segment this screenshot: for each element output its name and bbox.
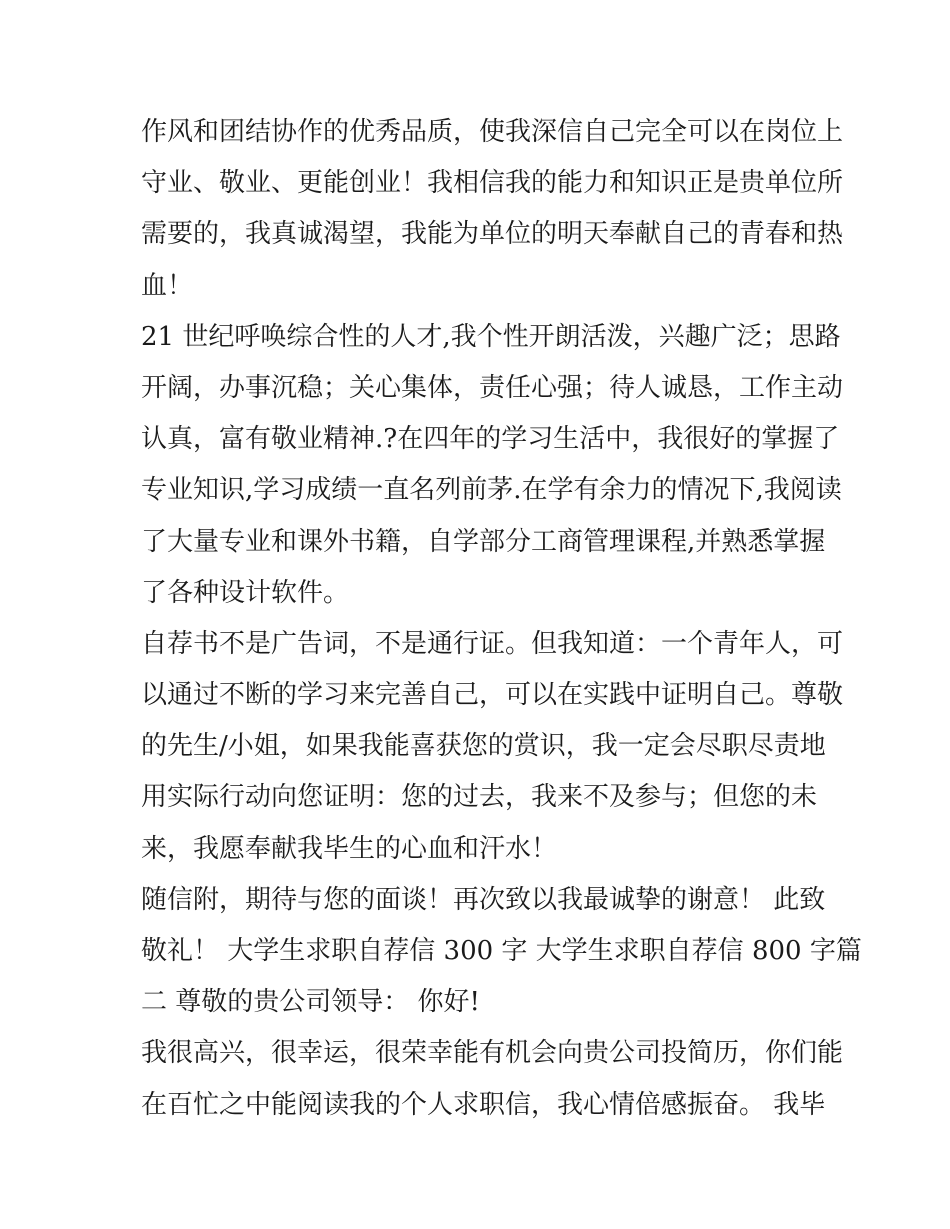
text-line: 需要的，我真诚渴望，我能为单位的明天奉献自己的青春和热 <box>141 219 844 250</box>
text-line: 的先生/小姐，如果我能喜获您的赏识，我一定会尽职尽责地 <box>141 731 826 762</box>
text-line: 血！ <box>141 270 194 301</box>
text-line: 自荐书不是广告词，不是通行证。但我知道：一个青年人，可 <box>141 628 844 659</box>
document-body <box>141 107 862 1131</box>
text-line: 开阔，办事沉稳；关心集体，责任心强；待人诚恳，工作主动 <box>141 372 844 403</box>
text-line: 守业、敬业、更能创业！我相信我的能力和知识正是贵单位所 <box>141 168 844 199</box>
text-line: 以通过不断的学习来完善自己，可以在实践中证明自己。尊敬 <box>141 680 844 711</box>
text-line: 了大量专业和课外书籍，自学部分工商管理课程,并熟悉掌握 <box>141 526 826 557</box>
text-line: 随信附，期待与您的面谈！再次致以我最诚挚的谢意！ 此致 <box>141 884 826 915</box>
text-line: 敬礼！ 大学生求职自荐信 300 字 大学生求职自荐信 800 字篇 <box>141 936 862 966</box>
text-line: 21 世纪呼唤综合性的人才,我个性开朗活泼，兴趣广泛；思路 <box>141 321 841 352</box>
text-line: 作风和团结协作的优秀品质，使我深信自己完全可以在岗位上 <box>141 117 844 147</box>
text-line: 用实际行动向您证明：您的过去，我来不及参与；但您的未 <box>141 782 818 813</box>
text-line: 认真，富有敬业精神.?在四年的学习生活中，我很好的掌握了 <box>141 424 840 455</box>
text-line: 来，我愿奉献我毕生的心血和汗水！ <box>141 833 558 864</box>
text-line: 了各种设计软件。 <box>141 577 350 608</box>
text-line: 在百忙之中能阅读我的个人求职信，我心情倍感振奋。 我毕 <box>141 1089 826 1120</box>
text-line: 专业知识,学习成绩一直名列前茅.在学有余力的情况下,我阅读 <box>141 475 842 506</box>
text-line: 我很高兴，很幸运，很荣幸能有机会向贵公司投简历，你们能 <box>141 1038 844 1069</box>
text-line: 二 尊敬的贵公司领导： 你好! <box>141 987 480 1018</box>
